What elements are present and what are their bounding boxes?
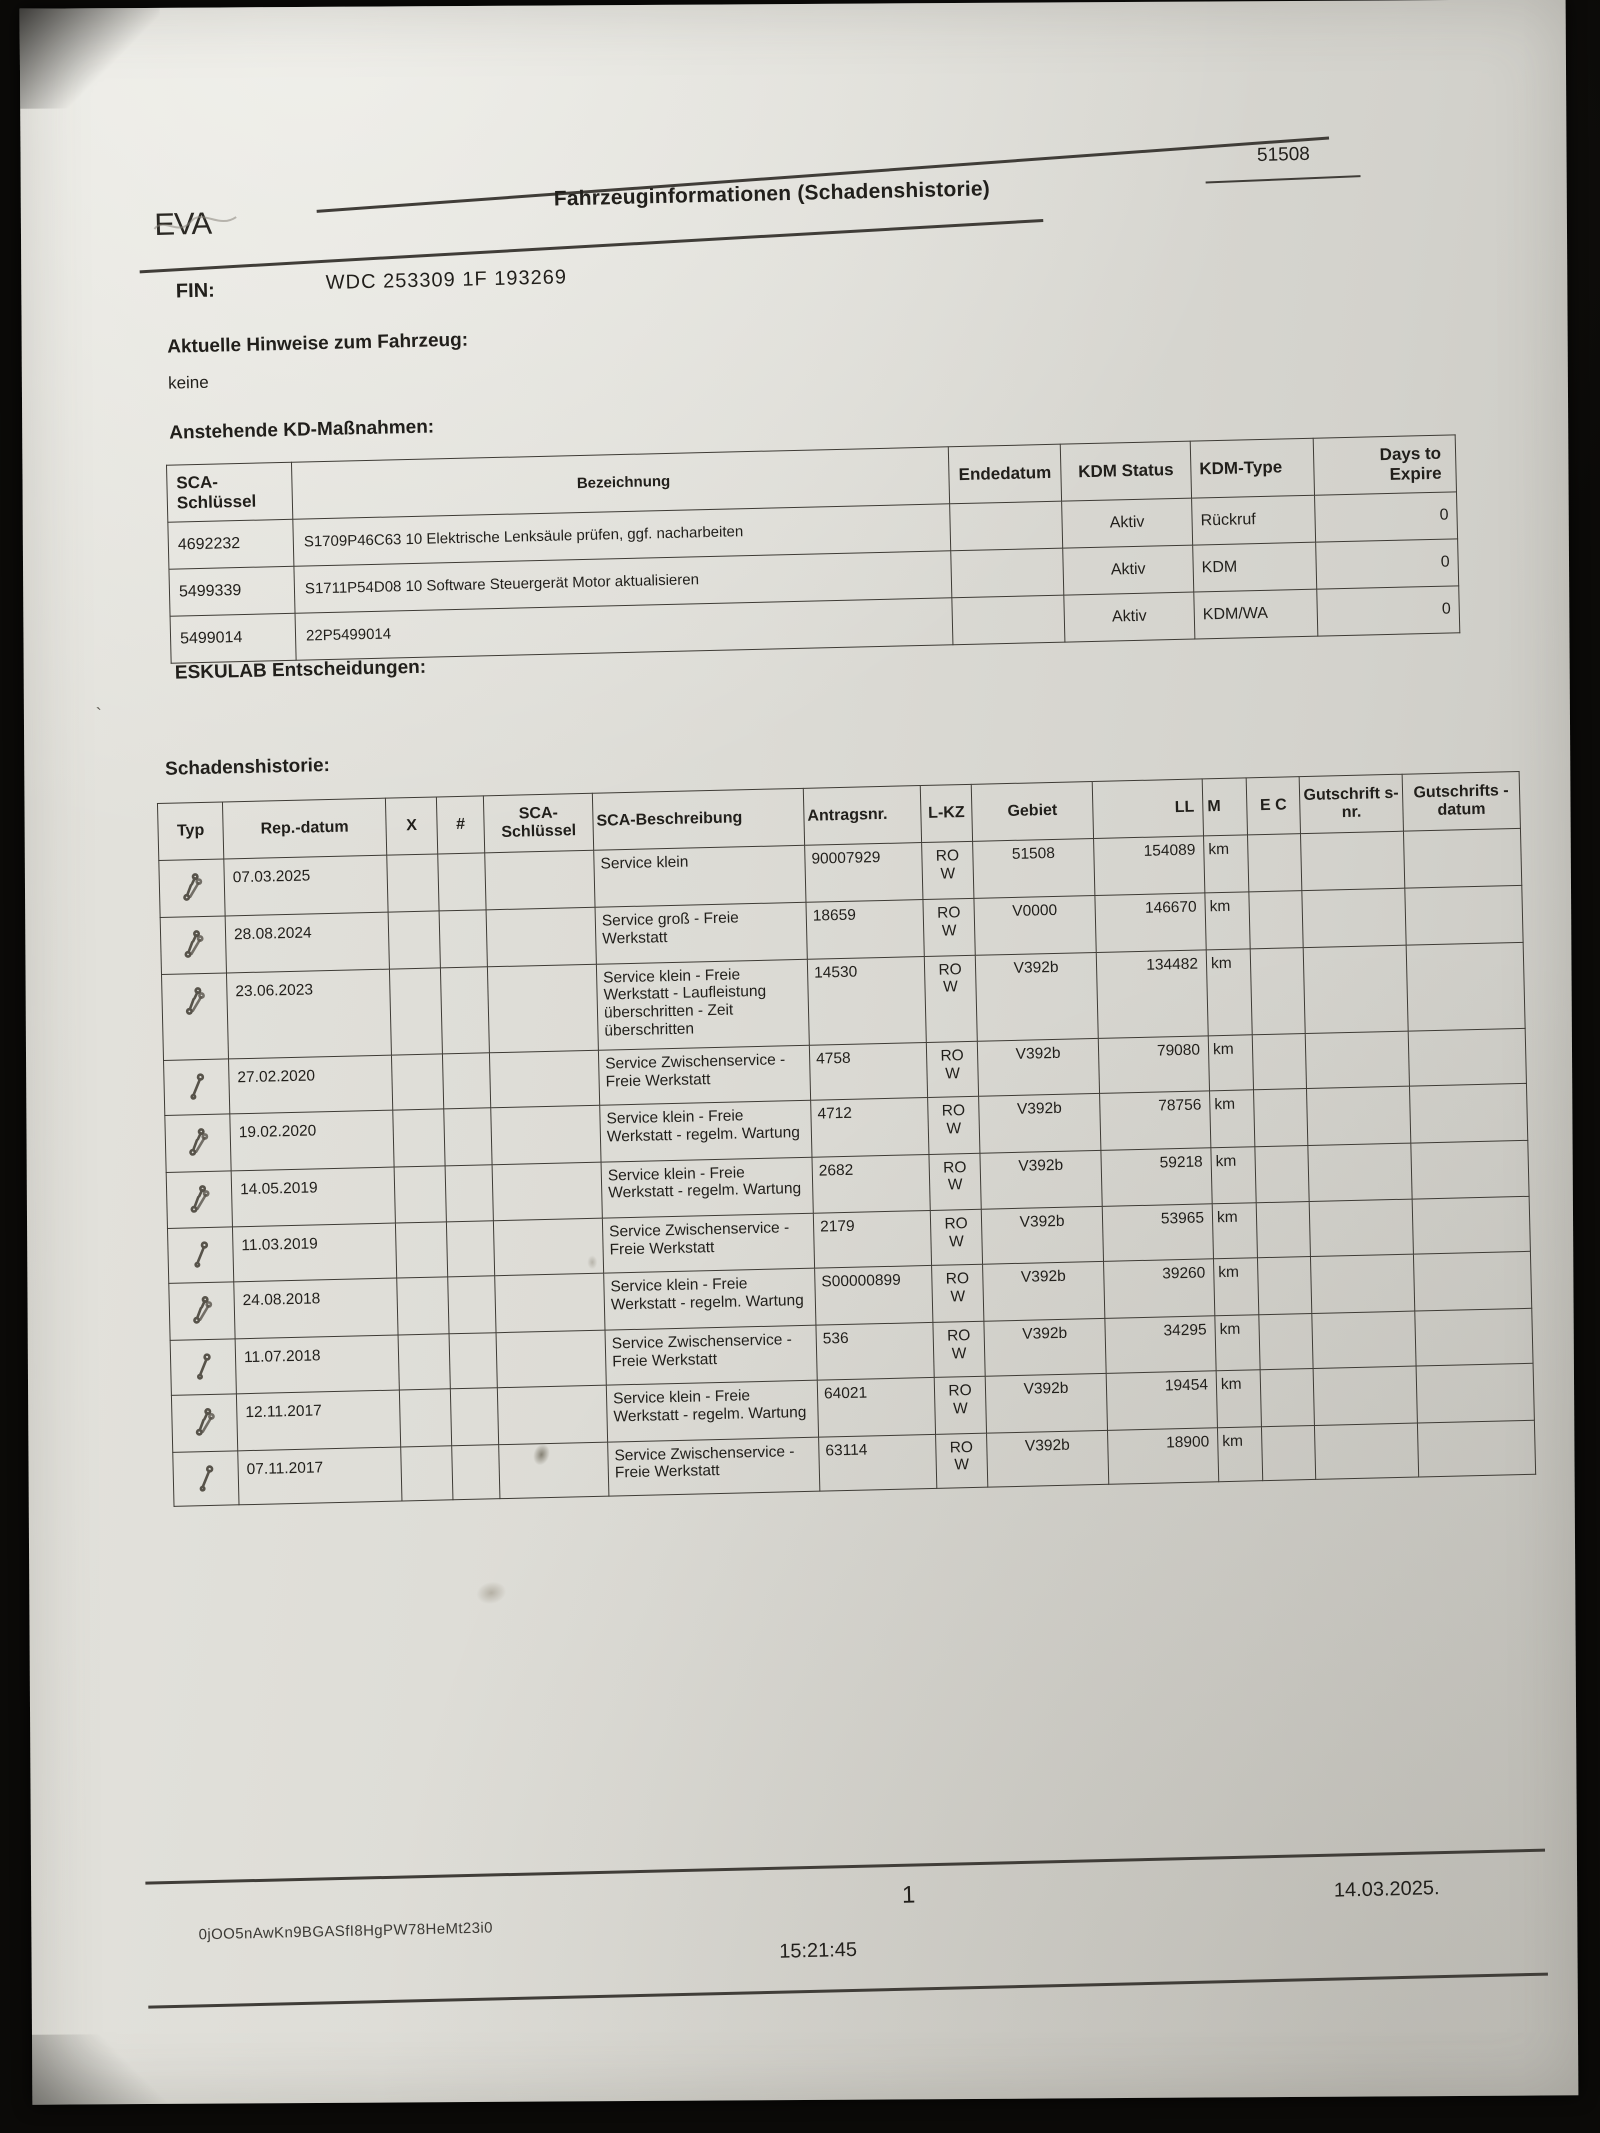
cell-m: km	[1205, 892, 1250, 950]
cell-sca	[491, 1105, 601, 1164]
cell-sca	[486, 907, 596, 966]
cell-x	[399, 1389, 451, 1447]
cell-ll: 79080	[1098, 1036, 1209, 1093]
cell-x	[394, 1165, 446, 1223]
single-wrench-icon	[197, 1478, 215, 1495]
col-header-sca: SCA-Schlüssel	[167, 462, 293, 522]
cell-beschreibung: Service klein - Freie Werkstatt - regelm. Wartung	[600, 1100, 812, 1162]
cell-gebiet: V0000	[974, 895, 1096, 955]
cell-antragsnr: 18659	[806, 899, 924, 959]
cell-gnr	[1305, 1031, 1409, 1088]
cell-type: KDM/WA	[1194, 589, 1318, 639]
cell-gdatum	[1413, 1251, 1531, 1311]
cell-gnr	[1314, 1423, 1418, 1480]
page-number: 1	[901, 1881, 916, 1909]
cell-icon	[161, 973, 228, 1061]
cell-date: 23.06.2023	[226, 969, 391, 1059]
col-header-ec: E C	[1246, 777, 1300, 835]
cell-gnr	[1312, 1311, 1416, 1368]
col-header-m: M	[1202, 778, 1247, 836]
cell-m: km	[1217, 1426, 1262, 1482]
document-page	[20, 0, 1579, 2105]
cell-m: km	[1216, 1369, 1261, 1427]
cell-x	[395, 1222, 447, 1278]
cell-num	[440, 966, 489, 1053]
cell-beschreibung: Service Zwischenservice - Freie Werkstatt	[602, 1214, 814, 1274]
col-header-status: KDM Status	[1060, 441, 1191, 501]
cell-status: Aktiv	[1064, 592, 1195, 642]
cell-gnr	[1313, 1366, 1417, 1425]
cell-lkz: RO W	[934, 1376, 986, 1434]
cell-gebiet: V392b	[981, 1207, 1103, 1265]
cell-sca: 4692232	[168, 519, 294, 569]
cell-bezeichnung: 22P5499014	[295, 598, 953, 660]
fin-value: WDC 253309 1F 193269	[325, 266, 568, 294]
double-wrench-icon	[181, 889, 203, 907]
footer-time: 15:21:45	[778, 1938, 858, 1963]
cell-gnr	[1310, 1254, 1414, 1313]
cell-ec	[1256, 1202, 1310, 1258]
cell-icon	[160, 916, 226, 974]
cell-x	[393, 1109, 445, 1167]
scribble-mark	[152, 211, 239, 247]
cell-type: KDM	[1193, 542, 1317, 592]
cell-ll: 39260	[1104, 1259, 1215, 1318]
cell-m: km	[1212, 1203, 1257, 1259]
cell-lkz: RO W	[932, 1264, 984, 1322]
cell-icon	[159, 859, 225, 917]
col-header-ll: LL	[1092, 779, 1203, 839]
cell-days: 0	[1315, 492, 1458, 542]
cell-gdatum	[1412, 1197, 1530, 1255]
cell-ec	[1261, 1425, 1315, 1481]
double-wrench-icon	[191, 1312, 213, 1330]
cell-gebiet: V392b	[980, 1150, 1102, 1210]
cell-gebiet: V392b	[985, 1373, 1107, 1433]
cell-sca	[487, 964, 598, 1053]
cell-sca	[492, 1162, 602, 1221]
cell-m: km	[1204, 835, 1249, 893]
cell-gdatum	[1415, 1308, 1533, 1366]
small-stain	[587, 1255, 597, 1269]
cell-date: 11.03.2019	[232, 1223, 396, 1282]
cell-ll: 134482	[1096, 950, 1208, 1039]
col-header-beschreibung: SCA-Beschreibung	[592, 788, 804, 850]
damage-history-heading: Schadenshistorie:	[164, 754, 331, 780]
cell-ec	[1254, 1088, 1308, 1146]
cell-bezeichnung: S1711P54D08 10 Software Steuergerät Motor aktualisieren	[294, 551, 952, 613]
single-wrench-icon	[192, 1255, 210, 1272]
col-header-type: KDM-Type	[1190, 438, 1314, 498]
cell-gdatum	[1406, 942, 1525, 1031]
cell-ll: 154089	[1094, 836, 1205, 895]
cell-lkz: RO W	[930, 1210, 982, 1266]
cell-antragsnr: 2682	[812, 1154, 930, 1214]
damage-history-table	[157, 771, 1536, 1507]
cell-num	[452, 1444, 500, 1500]
page-title: Fahrzeuginformationen (Schadenshistorie)	[553, 177, 991, 211]
hints-value: keine	[167, 372, 209, 393]
cell-ec	[1249, 890, 1303, 948]
cell-beschreibung: Service klein - Freie Werkstatt - regelm. Wartung	[604, 1268, 816, 1330]
cell-gebiet: V392b	[987, 1430, 1109, 1488]
double-wrench-icon	[187, 1144, 209, 1162]
cell-status: Aktiv	[1062, 498, 1193, 548]
cell-type: Rückruf	[1192, 495, 1316, 545]
kd-measures-table	[166, 434, 1460, 663]
cell-icon	[166, 1170, 232, 1228]
cell-antragsnr: 2179	[813, 1211, 931, 1269]
cell-antragsnr: 64021	[817, 1377, 935, 1437]
cell-endedatum	[950, 501, 1063, 551]
cell-endedatum	[952, 595, 1065, 645]
hints-heading: Aktuelle Hinweise zum Fahrzeug:	[166, 329, 469, 358]
col-header-gebiet: Gebiet	[971, 782, 1093, 842]
cell-ll: 19454	[1106, 1371, 1217, 1430]
cell-gnr	[1300, 831, 1404, 890]
cell-gdatum	[1408, 1028, 1526, 1086]
pen-mark: `	[95, 704, 103, 725]
cell-antragsnr: 4712	[811, 1097, 929, 1157]
cell-antragsnr: S00000899	[815, 1266, 933, 1326]
header-rule-bottom	[140, 219, 1044, 273]
cell-sca: 5499339	[169, 566, 295, 616]
cell-num	[450, 1387, 498, 1445]
cell-icon	[165, 1114, 231, 1172]
cell-date: 24.08.2018	[234, 1278, 398, 1339]
cell-ec	[1250, 947, 1305, 1034]
cell-lkz: RO W	[928, 1096, 980, 1154]
col-header-gdatum: Gutschrifts -datum	[1402, 771, 1520, 831]
cell-date: 28.08.2024	[225, 912, 389, 973]
col-header-endedatum: Endedatum	[948, 444, 1061, 504]
cell-beschreibung: Service klein - Freie Werkstatt - Laufleistung überschritten - Zeit überschritten	[596, 959, 809, 1050]
cell-lkz: RO W	[924, 955, 977, 1042]
single-wrench-icon	[188, 1087, 206, 1104]
cell-m: km	[1206, 948, 1252, 1035]
cell-gnr	[1302, 888, 1406, 947]
cell-antragsnr: 4758	[809, 1042, 927, 1100]
cell-antragsnr: 63114	[819, 1434, 937, 1492]
cell-num	[442, 1053, 490, 1109]
footer-date: 14.03.2025.	[1333, 1877, 1440, 1902]
double-wrench-icon	[184, 1003, 206, 1021]
cell-gebiet: V392b	[983, 1262, 1105, 1322]
col-header-sca: SCA-Schlüssel	[483, 793, 593, 853]
cell-ll: 18900	[1107, 1427, 1218, 1484]
cell-date: 11.07.2018	[235, 1335, 399, 1394]
cell-num	[446, 1221, 494, 1277]
cell-bezeichnung: S1709P46C63 10 Elektrische Lenksäule prüfen, ggf. nacharbeiten	[293, 504, 951, 566]
cell-beschreibung: Service Zwischenservice - Freie Werkstatt	[598, 1045, 810, 1105]
cell-sca	[497, 1385, 607, 1444]
kd-measures-heading: Anstehende KD-Maßnahmen:	[168, 416, 435, 444]
cell-date: 14.05.2019	[231, 1167, 395, 1228]
cell-gdatum	[1416, 1363, 1534, 1423]
cell-num	[438, 853, 486, 911]
cell-ll: 78756	[1100, 1091, 1211, 1150]
cell-icon	[164, 1059, 230, 1115]
cell-gdatum	[1411, 1140, 1529, 1200]
footer-code: 0jOO5nAwKn9BGASfI8HgPW78HeMt23i0	[198, 1919, 494, 1944]
cell-gnr	[1303, 945, 1408, 1034]
cell-lkz: RO W	[923, 898, 975, 956]
cell-lkz: RO W	[922, 841, 974, 899]
cell-icon	[170, 1339, 236, 1395]
cell-sca	[499, 1442, 609, 1499]
cell-ll: 34295	[1105, 1316, 1216, 1373]
cell-x	[389, 968, 442, 1055]
col-header-x: X	[385, 797, 437, 855]
cell-num	[439, 910, 487, 968]
eva-logo: EVA	[153, 205, 212, 242]
cell-endedatum	[951, 548, 1064, 598]
cell-beschreibung: Service Zwischenservice - Freie Werkstatt	[608, 1437, 820, 1497]
cell-gdatum	[1405, 885, 1523, 945]
cell-date: 12.11.2017	[236, 1390, 400, 1451]
cell-beschreibung: Service klein - Freie Werkstatt - regelm. Wartung	[606, 1380, 818, 1442]
cell-gdatum	[1417, 1420, 1535, 1478]
cell-days: 0	[1317, 586, 1460, 636]
cell-x	[388, 911, 440, 969]
doc-number: 51508	[1256, 143, 1311, 166]
cell-ec	[1255, 1145, 1309, 1203]
eskulab-heading: ESKULAB Entscheidungen:	[174, 656, 427, 684]
cell-sca: 5499014	[170, 613, 296, 663]
cell-gebiet: V392b	[979, 1093, 1101, 1153]
fin-label: FIN:	[175, 279, 216, 303]
cell-gnr	[1309, 1199, 1413, 1256]
cell-gnr	[1308, 1143, 1412, 1202]
col-header-antragsnr: Antragsnr.	[803, 786, 921, 846]
col-header-lkz: L-KZ	[920, 784, 972, 842]
col-header-date: Rep.-datum	[222, 798, 386, 859]
cell-sca	[496, 1330, 606, 1387]
cell-ll: 146670	[1095, 893, 1206, 952]
cell-status: Aktiv	[1063, 545, 1194, 595]
double-wrench-icon	[182, 946, 204, 964]
cell-gebiet: V392b	[975, 952, 1098, 1041]
doc-number-underline	[1206, 175, 1361, 183]
cell-date: 27.02.2020	[229, 1055, 393, 1114]
cell-antragsnr: 536	[816, 1322, 934, 1380]
cell-icon	[173, 1450, 239, 1506]
cell-gnr	[1306, 1086, 1410, 1145]
col-header-icon: Typ	[157, 802, 223, 861]
cell-x	[391, 1054, 443, 1110]
cell-beschreibung: Service groß - Freie Werkstatt	[595, 902, 807, 964]
cell-date: 19.02.2020	[230, 1110, 394, 1171]
cell-lkz: RO W	[933, 1321, 985, 1377]
cell-gdatum	[1403, 828, 1521, 888]
col-header-gnr: Gutschrift s-nr.	[1299, 774, 1403, 833]
cell-num	[444, 1107, 492, 1165]
cell-m: km	[1208, 1035, 1253, 1091]
cell-days: 0	[1316, 539, 1459, 589]
cell-m: km	[1211, 1146, 1256, 1204]
cell-gdatum	[1409, 1083, 1527, 1143]
cell-ll: 53965	[1102, 1204, 1213, 1261]
cell-ec	[1260, 1368, 1314, 1426]
cell-ll: 59218	[1101, 1147, 1212, 1206]
cell-lkz: RO W	[926, 1041, 978, 1097]
cell-antragsnr: 14530	[807, 956, 926, 1045]
cell-x	[398, 1334, 450, 1390]
cell-date: 07.03.2025	[224, 855, 388, 916]
cell-x	[401, 1445, 453, 1501]
cell-lkz: RO W	[936, 1433, 988, 1489]
cell-m: km	[1215, 1315, 1260, 1371]
footer-rule-bottom	[148, 1973, 1548, 2008]
cell-ec	[1248, 834, 1302, 892]
cell-gebiet: 51508	[973, 839, 1095, 899]
cell-icon	[167, 1227, 233, 1283]
cell-x	[387, 854, 439, 912]
cell-sca	[495, 1273, 605, 1332]
col-header-bezeichnung: Bezeichnung	[291, 447, 949, 519]
cell-icon	[171, 1394, 237, 1452]
double-wrench-icon	[194, 1424, 216, 1442]
cell-ec	[1257, 1257, 1311, 1315]
cell-num	[449, 1333, 497, 1389]
cell-ec	[1252, 1033, 1306, 1089]
single-wrench-icon	[194, 1367, 212, 1384]
cell-gebiet: V392b	[984, 1318, 1106, 1376]
cell-date: 07.11.2017	[238, 1447, 402, 1506]
cell-icon	[169, 1282, 235, 1340]
cell-sca	[489, 1050, 599, 1107]
cell-sca	[493, 1218, 603, 1275]
cell-beschreibung: Service Zwischenservice - Freie Werkstatt	[605, 1325, 817, 1385]
cell-num	[448, 1276, 496, 1334]
cell-m: km	[1213, 1258, 1258, 1316]
cell-x	[397, 1277, 449, 1335]
cell-ec	[1259, 1313, 1313, 1369]
col-header-num: #	[436, 796, 484, 854]
cell-lkz: RO W	[929, 1153, 981, 1211]
cell-num	[445, 1164, 493, 1222]
cell-beschreibung: Service klein	[594, 845, 806, 907]
double-wrench-icon	[188, 1200, 210, 1218]
cell-gebiet: V392b	[977, 1038, 1099, 1096]
col-header-days: Days to Expire	[1313, 435, 1456, 495]
cell-beschreibung: Service klein - Freie Werkstatt - regelm. Wartung	[601, 1157, 813, 1219]
cell-antragsnr: 90007929	[805, 843, 923, 903]
cell-m: km	[1210, 1089, 1255, 1147]
cell-sca	[485, 850, 595, 909]
